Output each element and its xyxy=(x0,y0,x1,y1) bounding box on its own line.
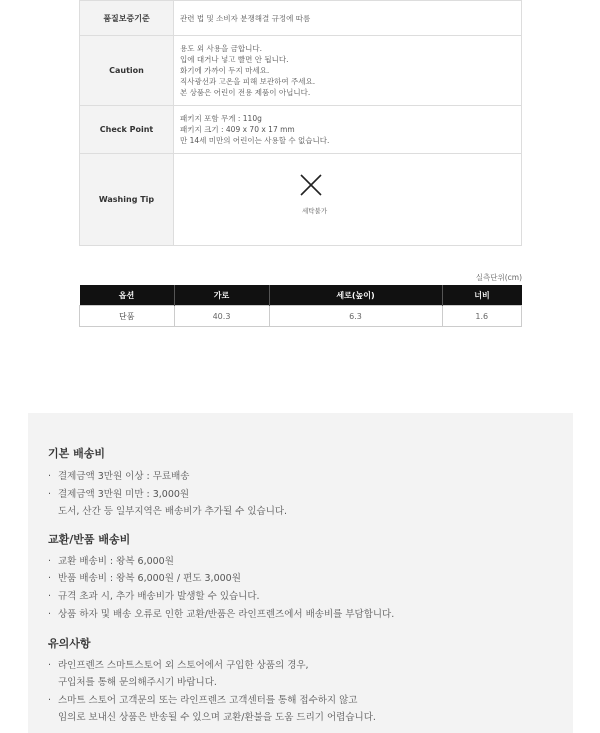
section-title: 기본 배송비 xyxy=(48,447,105,460)
info-line: 만 14세 미만의 어린이는 사용할 수 없습니다. xyxy=(180,136,330,145)
size-header: 세로(높이) xyxy=(269,285,442,306)
info-label: 품질보증기준 xyxy=(80,1,174,36)
list-item: · 라인프렌즈 스마트스토어 외 스토어에서 구입한 상품의 경우, xyxy=(48,660,309,671)
size-cell: 1.6 xyxy=(442,306,522,327)
info-row-checkpoint xyxy=(80,106,522,154)
list-item: · 반품 배송비 : 왕복 6,000원 / 편도 3,000원 xyxy=(48,573,241,584)
info-line: 패키지 크기 : 409 x 70 x 17 mm xyxy=(180,125,295,134)
info-value xyxy=(174,36,522,106)
size-table xyxy=(79,285,522,327)
info-line: 입에 대거나 넣고 빨면 안 됩니다. xyxy=(180,55,289,64)
list-item: · 스마트 스토어 고객문의 또는 라인프렌즈 고객센터를 통해 접수하지 않고 xyxy=(48,695,358,706)
size-cell: 6.3 xyxy=(269,306,442,327)
list-item: · 상품 하자 및 배송 오류로 인한 교환/반품은 라인프렌즈에서 배송비를 부담합니다. xyxy=(48,609,395,620)
info-line: 관련 법 및 소비자 분쟁해결 규정에 따름 xyxy=(180,13,311,23)
info-line: 화기에 가까이 두지 마세요. xyxy=(180,66,270,75)
no-wash-x-icon xyxy=(300,174,322,196)
info-label: Caution xyxy=(80,36,174,106)
product-info-table xyxy=(79,0,522,246)
list-item-continued: 임의로 보내신 상품은 반송될 수 있으며 교환/환불을 도움 드리기 어렵습니다. xyxy=(58,712,376,723)
table-row xyxy=(80,306,522,327)
size-header: 옵션 xyxy=(80,285,175,306)
info-row-quality xyxy=(80,1,522,36)
info-label: Check Point xyxy=(80,106,174,154)
list-item: · 결제금액 3만원 이상 : 무료배송 xyxy=(48,471,190,482)
list-item: · 규격 초과 시, 추가 배송비가 발생할 수 있습니다. xyxy=(48,591,260,602)
size-cell: 40.3 xyxy=(174,306,269,327)
size-header: 너비 xyxy=(442,285,522,306)
list-item: · 결제금액 3만원 미만 : 3,000원 xyxy=(48,489,190,500)
info-row-washing xyxy=(80,154,522,246)
info-line: 직사광선과 고온을 피해 보관하여 주세요. xyxy=(180,77,316,86)
info-value xyxy=(174,154,522,246)
info-value xyxy=(174,1,522,36)
info-line: 본 상품은 어린이 전용 제품이 아닙니다. xyxy=(180,88,311,97)
info-row-caution xyxy=(80,36,522,106)
size-header-row xyxy=(80,285,522,306)
list-item: · 교환 배송비 : 왕복 6,000원 xyxy=(48,556,174,567)
shipping-panel xyxy=(28,413,573,733)
section-title: 교환/반품 배송비 xyxy=(48,533,131,546)
info-label: Washing Tip xyxy=(80,154,174,246)
info-line: 용도 외 사용을 금합니다. xyxy=(180,44,262,53)
washing-label: 세탁불가 xyxy=(302,207,328,215)
section-title: 유의사항 xyxy=(48,637,91,650)
list-item-continued: 구입처를 통해 문의해주시기 바랍니다. xyxy=(58,677,217,688)
info-value xyxy=(174,106,522,154)
info-line: 패키지 포함 무게 : 110g xyxy=(180,114,262,123)
size-header: 가로 xyxy=(174,285,269,306)
unit-note: 실측단위(cm) xyxy=(475,273,522,282)
list-item-continued: 도서, 산간 등 일부지역은 배송비가 추가될 수 있습니다. xyxy=(58,506,288,517)
size-cell: 단품 xyxy=(80,306,175,327)
